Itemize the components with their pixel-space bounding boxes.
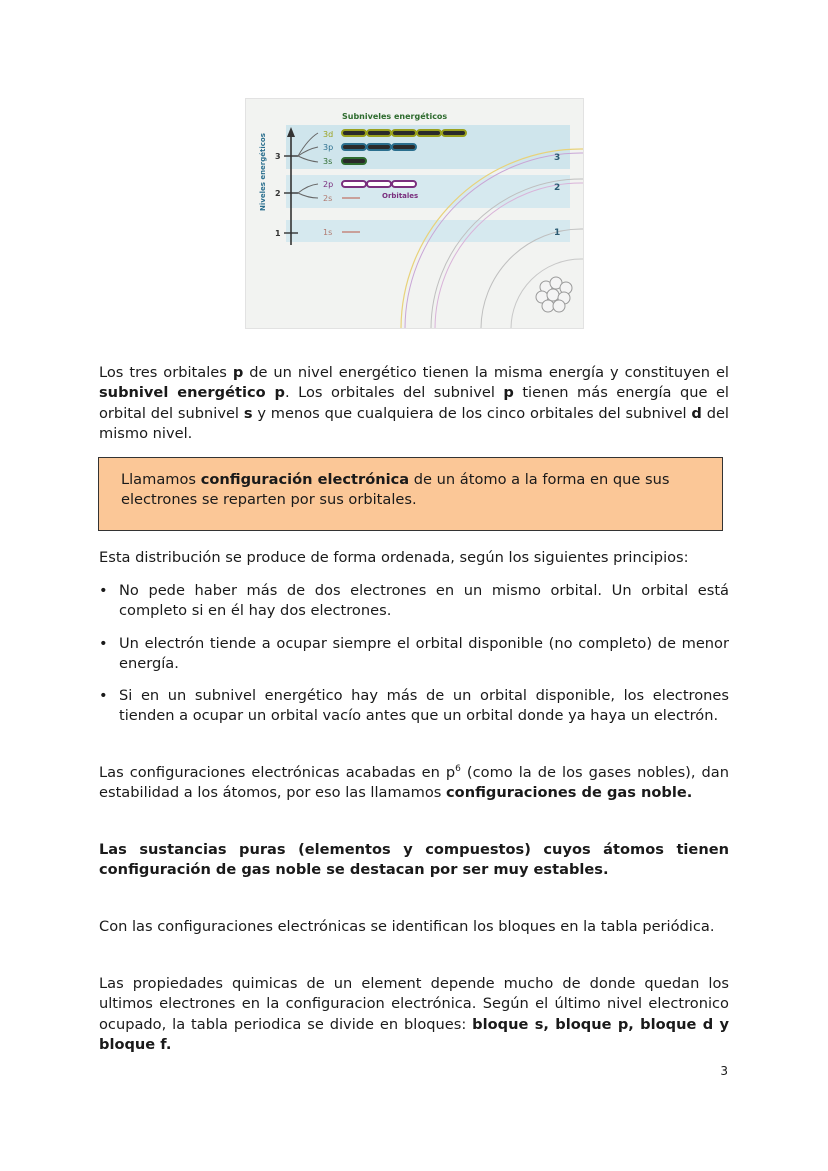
shell-label-3: 3	[554, 153, 561, 163]
paragraph-noble-gas: Las configuraciones electrónicas acabadas en $p^6$ (como la de los gases nobles), dan estabilidad a los átomos, por eso las llamamos configuraciones de gas noble.	[99, 764, 729, 802]
paragraph-stable-substances: Las sustancias puras (elementos y compuestos) cuyos átomos tienen configuración de gas noble se destacan por ser muy estables.	[99, 841, 729, 879]
level-number-2: 2	[275, 189, 281, 198]
sublevel-3d: 3d	[323, 130, 334, 139]
paragraph-blocks: Las propiedades quimicas de un element depende mucho de donde quedan los ultimos electrones en la configuracion electrónica. Según el último nivel electronico ocupado, la tabla periodica se divide en bloques: bloque s, bloque p, bloque d y bloque f.	[99, 975, 730, 1054]
document-page: Subniveles energéticos Niveles energéticos 3 2 1 3d 3p 3s 2p 2s 1s Orbitales 3 2 1 Los tres orbitales p de un nivel energético tienen la misma energía y constituyen el subnivel energético p. Los orbitales del subnivel p tienen más energía que el orbital del subnivel s y menos que cualquiera de los cinco orbitales del subnivel d del mismo nivel. Llamamos configuración electrónica de un átomo a la forma en que sus electrones se reparten por sus orbitales. Esta distribución se produce de forma ordenada, según los siguientes principios: • No pede haber más de dos electrones en un mismo orbital. Un orbital está completo si en él hay dos electrones. • Un electrón tiende a ocupar siempre el orbital disponible (no completo) de menor energía. • Si en un subnivel energético hay más de un orbital disponible, los electrones tienden a ocupar un orbital vacío antes que un orbital donde ya haya un electrón. Las configuraciones electrónicas acabadas en $p^6$ (como la de los gases nobles), dan estabilidad a los átomos, por eso las llamamos configuraciones de gas noble. Las sustancias puras (elementos y compuestos) cuyos átomos tienen configuración de gas noble se destacan por ser muy estables. Con las configuraciones electrónicas se identifican los bloques en la tabla periódica. Las propiedades quimicas de un element depende mucho de donde quedan los ultimos electrones en la configuracion electrónica. Según el último nivel electronico ocupado, la tabla periodica se divide en bloques: bloque s, bloque p, bloque d y bloque f. 3	[0, 0, 828, 1171]
orbitals-3p	[342, 144, 416, 150]
definition-text: Llamamos configuración electrónica de un átomo a la forma en que sus electrones se reparten por sus orbitales.	[121, 471, 670, 509]
level-number-1: 1	[275, 229, 281, 238]
sublevel-2p: 2p	[323, 180, 334, 189]
bullet-icon: •	[99, 582, 108, 599]
sublevel-3p: 3p	[323, 143, 334, 152]
principles-intro: Esta distribución se produce de forma ordenada, según los siguientes principios:	[99, 549, 689, 566]
energy-levels-figure	[245, 98, 584, 329]
paragraph-blocks-intro: Con las configuraciones electrónicas se identifican los bloques en la tabla periódica.	[99, 918, 715, 935]
axis-label: Niveles energéticos	[259, 133, 267, 211]
page-number: 3	[720, 1064, 728, 1078]
level-number-3: 3	[275, 152, 281, 161]
orbitals-3d	[342, 130, 466, 136]
sublevel-2s: 2s	[323, 194, 333, 203]
sublevel-3s: 3s	[323, 157, 333, 166]
paragraph-p-orbitals: Los tres orbitales p de un nivel energético tienen la misma energía y constituyen el subnivel energético p. Los orbitales del subnivel p tienen más energía que el orbital del subnivel s y menos que cualquiera de los cinco orbitales del subnivel d del mismo nivel.	[99, 364, 729, 443]
orbital-3s	[342, 158, 366, 164]
bullet-icon: •	[99, 635, 108, 652]
definition-callout	[98, 457, 723, 531]
energy-levels-diagram	[246, 99, 583, 328]
figure-title: Subniveles energéticos	[342, 112, 448, 121]
sublevel-1s: 1s	[323, 228, 333, 237]
nucleus-icon	[536, 277, 572, 312]
orbitals-2p	[342, 181, 416, 187]
orbitals-label: Orbitales	[382, 192, 419, 200]
shell-label-2: 2	[554, 183, 561, 193]
shell-label-1: 1	[554, 228, 561, 238]
bullet-icon: •	[99, 687, 108, 704]
